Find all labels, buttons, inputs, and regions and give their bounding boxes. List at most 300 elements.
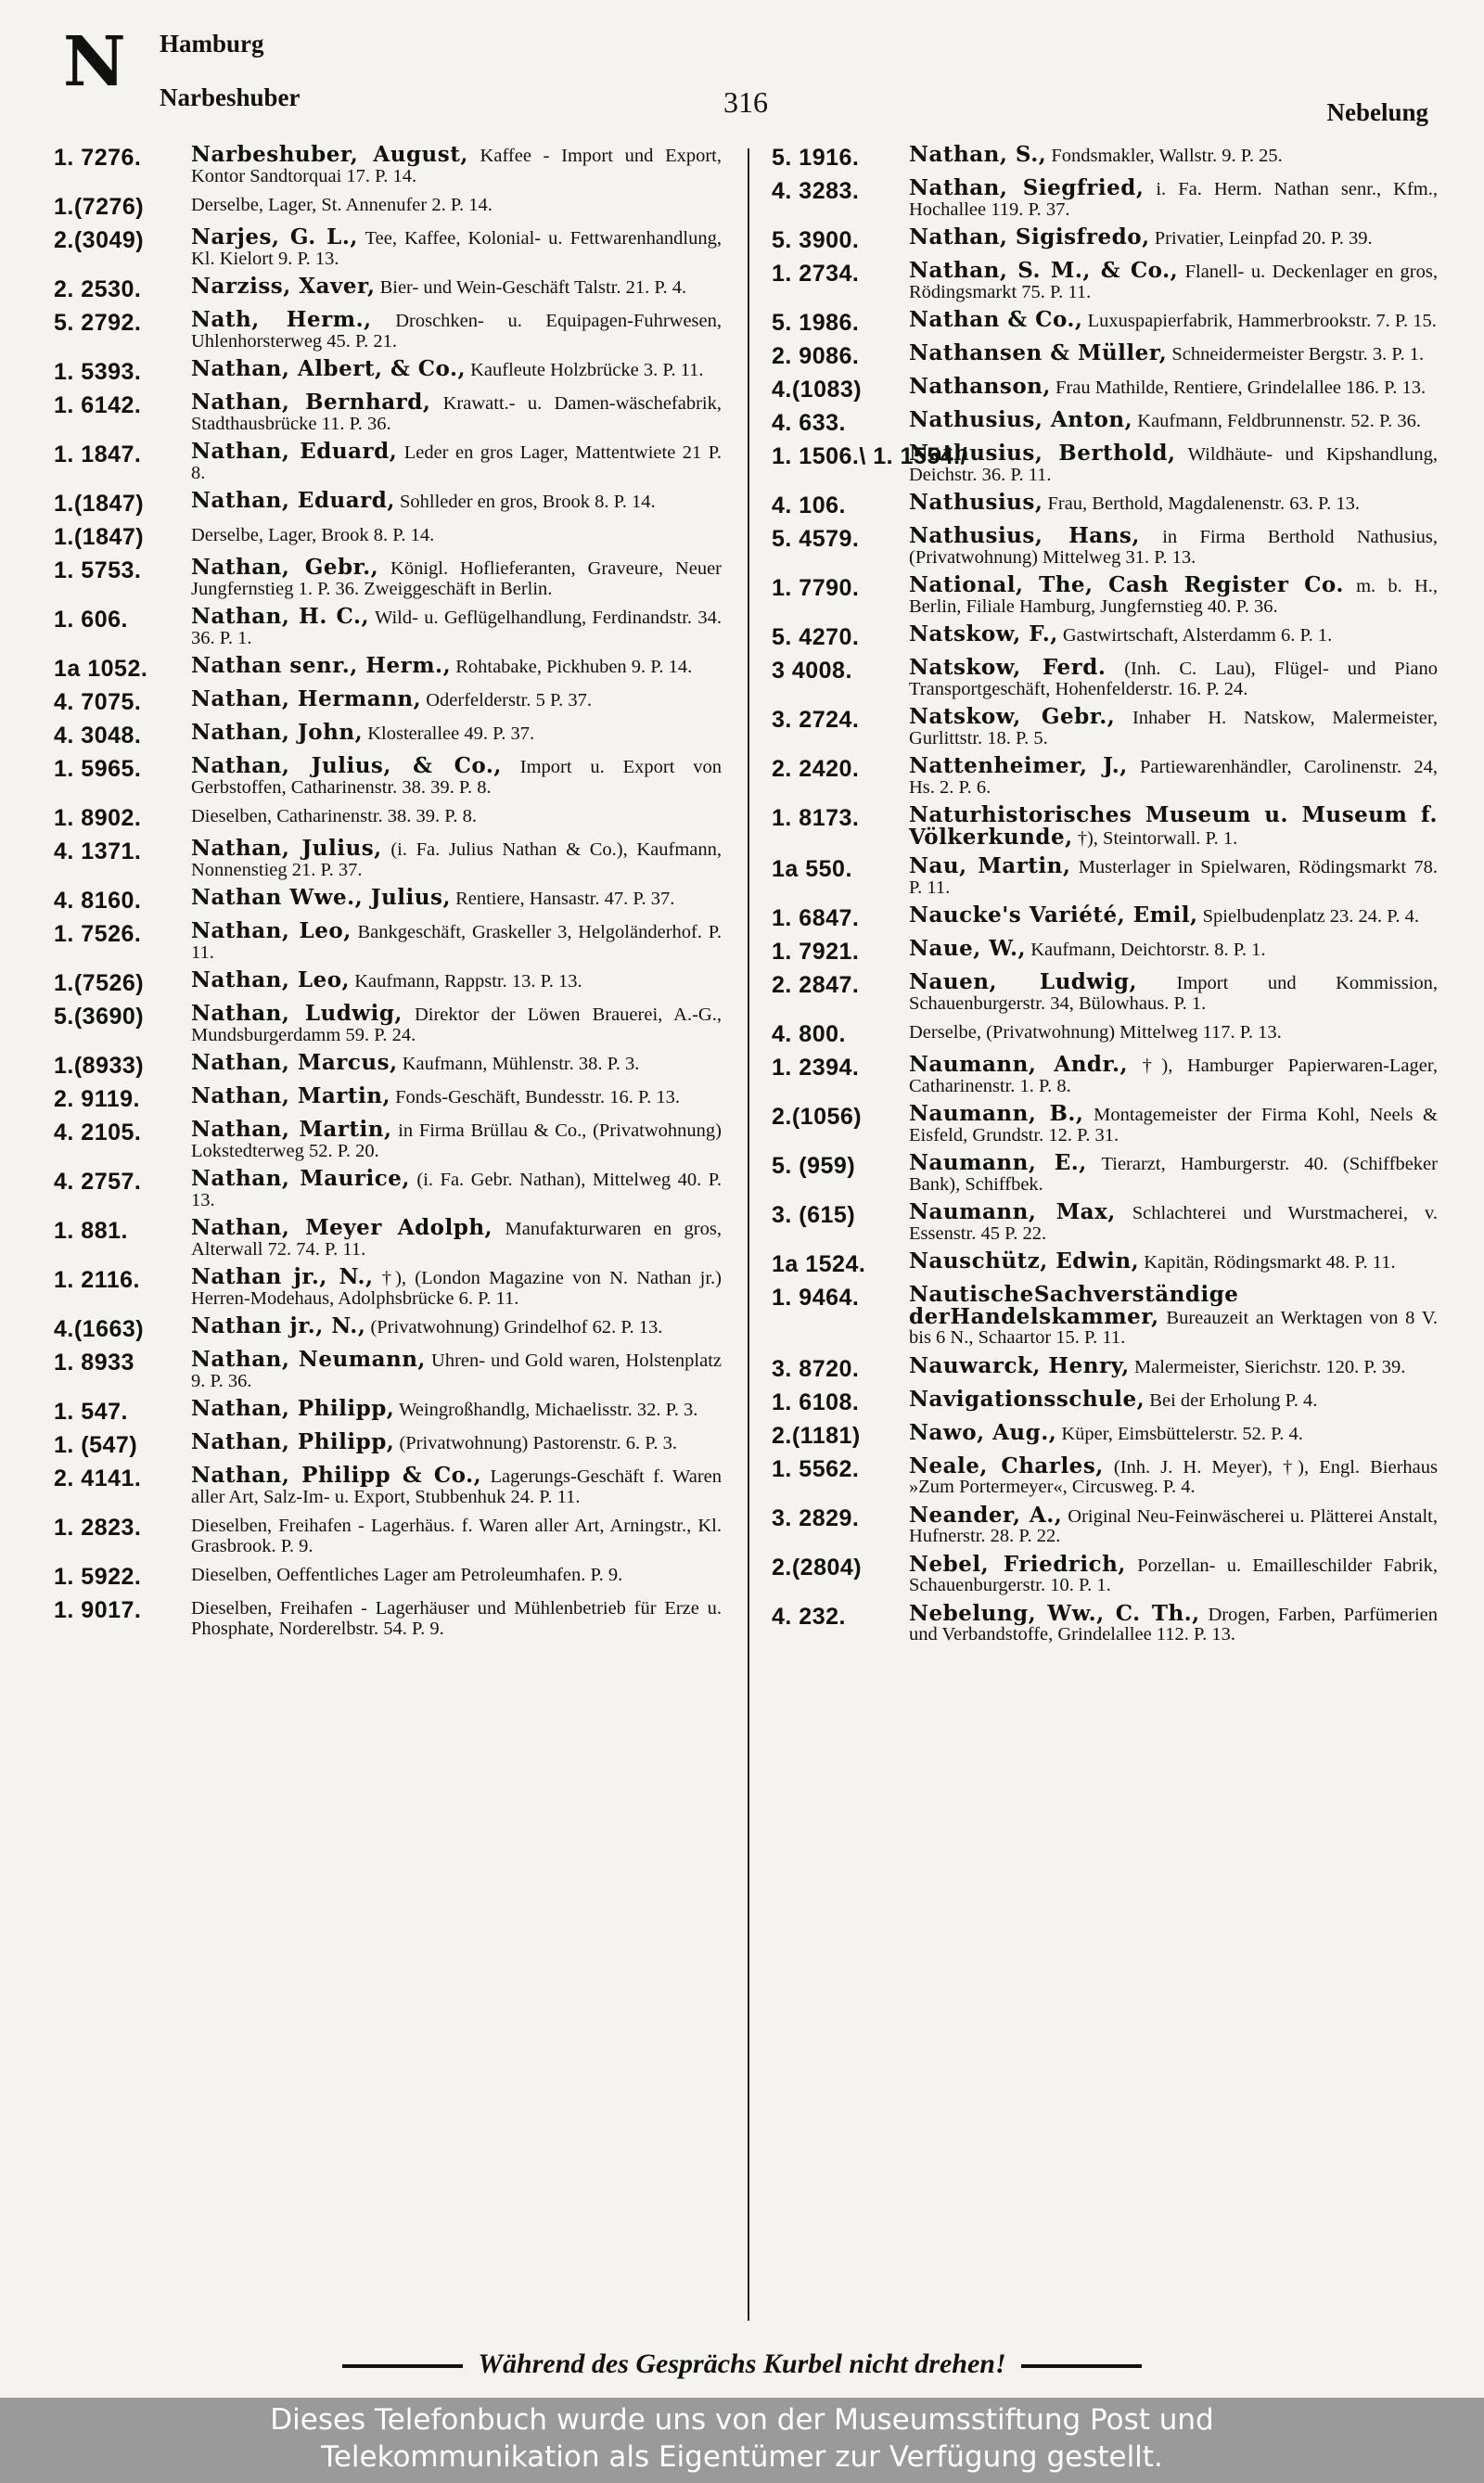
phone-number: 1. 5562. xyxy=(772,1455,860,1482)
listing-text xyxy=(909,1199,1438,1244)
listing-entry xyxy=(54,805,722,831)
listing-text xyxy=(191,1001,722,1045)
listing-details: Kaffee - Import und Export, Kontor Sandtorquai 17. P. 14. xyxy=(191,146,722,186)
listing-entry xyxy=(54,1166,722,1210)
listing-details: Spielbudenplatz 23. 24. P. 4. xyxy=(1197,906,1420,927)
phone-number: 2. 9119. xyxy=(54,1086,140,1112)
listing-name: Nau, Martin, xyxy=(909,853,1071,878)
bottom-notice xyxy=(0,2349,1484,2380)
listing-entry xyxy=(54,1264,722,1309)
listing-name: Nattenheimer, J., xyxy=(909,753,1128,778)
listing-details: Montagemeister der Firma Kohl, Neels & Eisfeld, Grundstr. 12. P. 31. xyxy=(909,1105,1438,1146)
listing-entry xyxy=(772,175,1438,220)
listing-name: Nauen, Ludwig, xyxy=(909,969,1138,994)
listing-name: Naturhistorisches Museum u. Museum f. Völkerkunde, xyxy=(909,802,1438,850)
listing-entry xyxy=(772,704,1439,749)
listing-details: Frau, Berthold, Magdalenenstr. 63. P. 13. xyxy=(1043,493,1360,514)
phone-number: 1. 5753. xyxy=(54,557,142,583)
phone-number: 4. 8160. xyxy=(54,888,142,914)
listing-entry xyxy=(54,1001,722,1045)
phone-number: 1a 1524. xyxy=(772,1251,866,1277)
phone-number: 4. 232. xyxy=(772,1603,846,1630)
phone-number: 1. 5965. xyxy=(54,756,142,782)
listing-entry xyxy=(54,1564,722,1590)
listing-text xyxy=(909,1502,1438,1547)
listing-text xyxy=(191,838,722,880)
phone-number: 4. 7075. xyxy=(54,689,142,715)
listing-text xyxy=(191,1465,722,1507)
listing-text xyxy=(191,1347,723,1391)
bottom-notice-text: Während des Gesprächs Kurbel nicht drehen! xyxy=(478,2349,1006,2379)
listing-text xyxy=(909,340,1438,365)
phone-number: 1a 550. xyxy=(772,856,852,882)
listing-text xyxy=(191,1264,722,1309)
phone-number: 2.(3049) xyxy=(54,227,145,253)
footer-banner xyxy=(0,2398,1484,2483)
right-rule xyxy=(1021,2364,1142,2368)
phone-number: 1.(1847) xyxy=(54,524,145,550)
listing-details: Lagerungs-Geschäft f. Waren aller Art, Salz-Im- u. Export, Stubbenhuk 24. P. 11. xyxy=(191,1466,723,1507)
listing-name: Navigationsschule, xyxy=(909,1386,1145,1412)
listing-name: Nathan, Albert, & Co., xyxy=(191,356,466,381)
listing-text xyxy=(909,407,1438,432)
listing-text xyxy=(909,902,1438,928)
listing-details: Direktor der Löwen Brauerei, A.-G., Mundsburgerdamm 59. P. 24. xyxy=(191,1005,722,1045)
listing-entry xyxy=(54,1347,723,1391)
phone-number: 4.(1083) xyxy=(772,377,863,403)
listing-entry xyxy=(772,142,1438,171)
phone-number: 1.(1847) xyxy=(54,491,145,517)
listing-name: Nathan jr., N., xyxy=(191,1313,366,1338)
listing-entry xyxy=(54,142,722,186)
listing-entry xyxy=(54,1313,722,1342)
listing-details: Gastwirtschaft, Alsterdamm 6. P. 1. xyxy=(1057,625,1333,646)
listing-text xyxy=(191,1050,722,1075)
listing-entry xyxy=(54,838,722,880)
listing-text xyxy=(191,1597,722,1639)
listing-details: Oderfelderstr. 5 P. 37. xyxy=(421,690,592,710)
listing-name: Nathan, Meyer Adolph, xyxy=(191,1215,493,1240)
listing-details: Dieselben, Catharinenstr. 38. 39. P. 8. xyxy=(191,806,478,826)
listing-details: Partiewarenhändler, Carolinenstr. 24, Hs. 2. P. 6. xyxy=(909,757,1438,798)
listing-name: Nathan jr., N., xyxy=(191,1264,374,1289)
listing-entry xyxy=(54,1515,722,1556)
phone-number: 1. 8902. xyxy=(54,805,142,831)
listing-text xyxy=(909,258,1438,302)
phone-number: 1. (547) xyxy=(54,1432,138,1458)
listing-entry xyxy=(54,885,722,914)
listing-details: Import und Kommission, Schauenburgerstr. 34, Bülowhaus. P. 1. xyxy=(909,973,1439,1014)
listing-text xyxy=(191,307,722,352)
listing-details: Fondsmakler, Wallstr. 9. P. 25. xyxy=(1046,146,1283,166)
listing-entry xyxy=(772,572,1439,617)
phone-number: 4. 3283. xyxy=(772,178,860,204)
listing-text xyxy=(909,307,1438,332)
listing-details: Manufakturwaren en gros, Alterwall 72. 74. P. 11. xyxy=(191,1219,722,1260)
listing-text xyxy=(909,1150,1438,1195)
phone-number: 5. 1986. xyxy=(772,310,860,336)
listing-text xyxy=(909,490,1438,515)
phone-number: 2. 4141. xyxy=(54,1465,142,1491)
listing-name: Natskow, Gebr., xyxy=(909,704,1116,729)
listing-name: Naumann, Andr., xyxy=(909,1052,1129,1077)
listing-text xyxy=(909,1282,1438,1349)
listing-details: (Privatwohnung) Grindelhof 62. P. 13. xyxy=(365,1317,663,1337)
phone-number: 1. 9464. xyxy=(772,1285,860,1311)
listing-name: Nathan, H. C., xyxy=(191,604,369,629)
listing-name: Nathan Wwe., Julius, xyxy=(191,885,451,910)
listing-text xyxy=(909,936,1438,961)
column-divider xyxy=(748,148,749,2321)
listing-entry xyxy=(54,439,723,483)
listing-text xyxy=(191,967,722,992)
listing-name: Neander, A., xyxy=(909,1502,1063,1528)
phone-number: 1. 7790. xyxy=(772,575,860,601)
phone-number: 1a 1052. xyxy=(54,656,148,682)
listing-name: Naumann, Max, xyxy=(909,1199,1116,1224)
listing-details: Tierarzt, Hamburgerstr. 40. (Schiffbeker Bank), Schiffbek. xyxy=(909,1154,1438,1195)
phone-number: 1. 2116. xyxy=(54,1267,140,1293)
listing-details: Original Neu-Feinwäscherei u. Plätterei Anstalt, Hufnerstr. 28. P. 22. xyxy=(909,1505,1438,1546)
listing-text xyxy=(909,1453,1438,1498)
listing-entry xyxy=(772,1101,1438,1146)
listing-details: †), Steintorwall. P. 1. xyxy=(1072,827,1238,849)
listing-text xyxy=(909,1600,1438,1645)
phone-number: 1. 6108. xyxy=(772,1389,860,1415)
listing-details: Derselbe, (Privatwohnung) Mittelweg 117. P. 13. xyxy=(909,1022,1282,1043)
phone-number: 2. 2420. xyxy=(772,756,860,782)
listing-details: Schlachterei und Wurstmacherei, v. Essenstr. 45 P. 22. xyxy=(909,1203,1438,1244)
city-heading: Hamburg xyxy=(160,30,264,58)
listing-text xyxy=(191,142,722,186)
listing-entry xyxy=(772,443,1438,485)
listing-entry xyxy=(54,753,722,798)
listing-entry xyxy=(54,1465,722,1507)
listing-entry xyxy=(772,1199,1438,1244)
listing-details: Küper, Eimsbüttelerstr. 52. P. 4. xyxy=(1056,1423,1303,1444)
listing-entry xyxy=(54,1083,722,1112)
listing-entry xyxy=(772,1551,1438,1596)
phone-number: 5.(3690) xyxy=(54,1004,145,1030)
listing-text xyxy=(191,557,722,599)
listing-name: Naumann, B., xyxy=(909,1101,1084,1126)
listing-details: Privatier, Leinpfad 20. P. 39. xyxy=(1149,228,1373,249)
listing-text xyxy=(191,1215,722,1260)
listing-details: Musterlager in Spielwaren, Rödingsmarkt 78. P. 11. xyxy=(909,857,1438,898)
listing-entry xyxy=(772,1052,1438,1096)
listing-entry xyxy=(772,224,1438,253)
listing-name: Nauschütz, Edwin, xyxy=(909,1248,1140,1273)
phone-number: 1. 9017. xyxy=(54,1597,142,1623)
phone-number: 1. 1506.\ 1. 1554./ xyxy=(772,443,968,469)
phone-number: 1. 606. xyxy=(54,607,128,633)
listing-details: Drogen, Farben, Parfümerien und Verbandstoffe, Grindelallee 112. P. 13. xyxy=(909,1604,1438,1645)
phone-number: 1. 881. xyxy=(54,1218,128,1244)
listing-name: Nathan, Julius, xyxy=(191,836,382,861)
phone-number: 2.(2804) xyxy=(772,1554,863,1581)
listing-details: Leder en gros Lager, Mattentwiete 21 P. 8. xyxy=(191,442,723,483)
listing-name: Nathan, S., xyxy=(909,142,1047,167)
listing-entry xyxy=(772,1021,1438,1047)
listing-name: Nathan, Bernhard, xyxy=(191,390,431,415)
listing-text xyxy=(191,885,722,910)
phone-number: 1.(7276) xyxy=(54,194,145,220)
listing-entry xyxy=(54,1396,722,1425)
listing-name: Nathan, Leo, xyxy=(191,918,352,943)
listing-entry xyxy=(54,1215,722,1260)
listing-entry xyxy=(54,653,722,682)
listing-entry xyxy=(772,1453,1438,1498)
listing-entry xyxy=(54,356,722,385)
listing-text xyxy=(909,853,1438,898)
listing-name: Nathansen & Müller, xyxy=(909,340,1168,365)
listing-details: Dieselben, Freihafen - Lagerhäus. f. Waren aller Art, Arningstr., Kl. Grasbrook. P. 9. xyxy=(191,1516,722,1556)
listing-name: Naue, W., xyxy=(909,936,1027,961)
listing-text xyxy=(191,439,723,483)
listing-text xyxy=(191,488,722,513)
listing-details: Uhren- und Gold waren, Holstenplatz 9. P. 36. xyxy=(191,1350,723,1391)
listing-details: (Inh. J. H. Meyer), †), Engl. Bierhaus »Zum Portermeyer«, Circusweg. P. 4. xyxy=(909,1456,1438,1497)
listing-text xyxy=(909,969,1439,1014)
listing-text xyxy=(909,523,1438,568)
listing-details: †), (London Magazine von N. Nathan jr.) Herren-Modehaus, Adolphsbrücke 6. P. 11. xyxy=(191,1268,722,1309)
listing-details: Wild- u. Geflügelhandlung, Ferdinandstr. 34. 36. P. 1. xyxy=(191,608,722,648)
listing-name: Nebelung, Ww., C. Th., xyxy=(909,1600,1200,1626)
listing-text xyxy=(191,1429,722,1454)
listing-details: in Firma Brüllau & Co., (Privatwohnung) Lokstedterweg 52. P. 20. xyxy=(191,1120,722,1161)
listing-text xyxy=(909,142,1438,167)
listing-entry xyxy=(54,1050,722,1079)
listing-entry xyxy=(54,604,722,648)
listing-details: Derselbe, Lager, Brook 8. P. 14. xyxy=(191,525,435,545)
listing-entry xyxy=(772,753,1438,798)
listing-entry xyxy=(54,967,722,996)
listing-details: Rentiere, Hansastr. 47. P. 37. xyxy=(450,889,675,909)
phone-number: 1. 5922. xyxy=(54,1564,142,1590)
listing-text xyxy=(191,194,722,216)
listing-entry xyxy=(54,1117,722,1161)
listing-details: i. Fa. Herm. Nathan senr., Kfm., Hochallee 119. P. 37. xyxy=(909,179,1438,220)
listing-name: Nathan, Sigisfredo, xyxy=(909,224,1150,250)
listing-details: Kaufmann, Rappstr. 13. P. 13. xyxy=(350,971,582,992)
listing-name: Nathan, S. M., & Co., xyxy=(909,258,1179,283)
listing-text xyxy=(909,1551,1438,1596)
listing-text xyxy=(191,1396,722,1421)
listing-details: Klosterallee 49. P. 37. xyxy=(363,723,535,744)
listing-text xyxy=(191,653,722,678)
listing-details: Porzellan- u. Emailleschilder Fabrik, Schauenburgerstr. 10. P. 1. xyxy=(909,1555,1438,1595)
listing-entry xyxy=(772,307,1438,336)
phone-number: 2. 2847. xyxy=(772,972,860,998)
phone-number: 1. 2394. xyxy=(772,1055,860,1081)
listing-name: Nauwarck, Henry, xyxy=(909,1352,1130,1378)
listing-text xyxy=(191,1083,722,1108)
listing-text xyxy=(191,224,722,269)
listing-text xyxy=(191,686,722,711)
listing-text xyxy=(191,1515,722,1556)
listing-details: Dieselben, Oeffentliches Lager am Petroleumhafen. P. 9. xyxy=(191,1565,623,1585)
phone-number: 4. 633. xyxy=(772,410,846,436)
listing-details: Inhaber H. Natskow, Malermeister, Gurlittstr. 18. P. 5. xyxy=(909,708,1439,749)
phone-number: 1. 5393. xyxy=(54,359,142,385)
listing-details: Malermeister, Sierichstr. 120. P. 39. xyxy=(1129,1356,1406,1377)
listing-name: Nathan, Eduard, xyxy=(191,439,398,464)
listing-details: Schneidermeister Bergstr. 3. P. 1. xyxy=(1167,344,1425,365)
listing-text xyxy=(909,1386,1438,1412)
phone-number: 2. 2530. xyxy=(54,276,142,302)
listing-entry xyxy=(772,258,1438,302)
listing-details: (Privatwohnung) Pastorenstr. 6. P. 3. xyxy=(394,1433,677,1453)
page-number: 316 xyxy=(723,85,768,119)
listing-name: Nathan, Ludwig, xyxy=(191,1001,403,1026)
phone-number: 1. 2823. xyxy=(54,1515,142,1541)
listing-details: Tee, Kaffee, Kolonial- u. Fettwarenhandlung, Kl. Kielort 9. P. 13. xyxy=(191,228,722,269)
footer-line-1: Dieses Telefonbuch wurde uns von der Museumsstiftung Post und xyxy=(270,2403,1214,2437)
listing-name: Nath, Herm., xyxy=(191,307,372,332)
listing-entry xyxy=(772,340,1438,369)
listing-details: Rohtabake, Pickhuben 9. P. 14. xyxy=(451,657,693,677)
listing-text xyxy=(909,443,1438,485)
listing-entry xyxy=(54,720,722,749)
listing-entry xyxy=(772,490,1438,518)
phone-number: 1.(8933) xyxy=(54,1053,145,1079)
left-rule xyxy=(342,2364,463,2368)
listing-text xyxy=(191,276,722,299)
listing-name: Nathan, Philipp, xyxy=(191,1429,395,1454)
left-guide-word: Narbeshuber xyxy=(160,83,301,111)
listing-name: Nathanson, xyxy=(909,374,1051,399)
phone-number: 3. 2724. xyxy=(772,707,860,733)
listing-text xyxy=(909,1248,1438,1273)
listing-details: Krawatt.- u. Damen-wäschefabrik, Stadthausbrücke 11. P. 36. xyxy=(191,393,722,434)
listing-name: Nathan, Martin, xyxy=(191,1117,392,1142)
listing-details: in Firma Berthold Nathusius, (Privatwohnung) Mittelweg 31. P. 13. xyxy=(909,527,1438,568)
listing-entry xyxy=(54,392,722,434)
listing-entry xyxy=(772,655,1438,699)
phone-number: 3. (615) xyxy=(772,1202,856,1228)
listing-details: †), Hamburger Papierwaren-Lager, Catharinenstr. 1. P. 8. xyxy=(909,1056,1438,1096)
listing-entry xyxy=(772,1248,1438,1277)
listing-name: Nathan, Philipp & Co., xyxy=(191,1463,482,1488)
listing-details: Königl. Hoflieferanten, Graveure, Neuer Jungfernstieg 1. P. 36. Zweiggeschäft in Berlin. xyxy=(191,558,723,599)
phone-number: 3. 8720. xyxy=(772,1355,860,1382)
listing-details: Fonds-Geschäft, Bundesstr. 16. P. 13. xyxy=(390,1087,681,1107)
listing-details: Frau Mathilde, Rentiere, Grindelallee 186. P. 13. xyxy=(1050,378,1426,398)
listing-entry xyxy=(54,1429,722,1458)
phone-number: 4. 800. xyxy=(772,1021,846,1047)
listing-name: Nathan, Eduard, xyxy=(191,488,395,513)
listing-text xyxy=(909,1419,1438,1445)
listing-text xyxy=(191,753,722,798)
listing-text xyxy=(191,1166,722,1210)
listing-name: Narjes, G. L., xyxy=(191,224,358,250)
phone-number: 1. 8933 xyxy=(54,1350,134,1376)
listing-details: Bei der Erholung P. 4. xyxy=(1145,1389,1318,1411)
listing-name: Natskow, F., xyxy=(909,621,1058,646)
listing-name: Nathan senr., Herm., xyxy=(191,653,452,678)
listing-entry xyxy=(54,307,722,352)
listing-entry xyxy=(772,1352,1438,1382)
listing-entry xyxy=(772,621,1438,650)
listing-text xyxy=(191,524,722,546)
listing-text xyxy=(909,1101,1438,1146)
listing-entry xyxy=(772,802,1438,850)
listing-details: Luxuspapierfabrik, Hammerbrookstr. 7. P. 15. xyxy=(1082,311,1437,331)
phone-number: 1.(7526) xyxy=(54,970,145,996)
phone-number: 2.(1056) xyxy=(772,1104,863,1130)
phone-number: 5. (959) xyxy=(772,1153,856,1179)
listing-text xyxy=(191,1564,722,1586)
phone-number: 2.(1181) xyxy=(772,1422,861,1449)
listing-name: Nathusius, Anton, xyxy=(909,407,1133,432)
listing-name: Nawo, Aug., xyxy=(909,1419,1057,1445)
listing-entry xyxy=(772,523,1438,568)
listing-text xyxy=(191,356,722,381)
listing-name: NautischeSachverständige derHandelskammer, xyxy=(909,1282,1239,1329)
phone-number: 5. 2792. xyxy=(54,310,142,336)
listing-name: Nathan, Gebr., xyxy=(191,555,379,580)
listing-name: Narbeshuber, August, xyxy=(191,142,468,167)
right-column xyxy=(772,142,1439,1653)
listing-name: Neale, Charles, xyxy=(909,1453,1104,1478)
listing-name: Natskow, Ferd. xyxy=(909,655,1107,680)
listing-details: Kaufmann, Feldbrunnenstr. 52. P. 36. xyxy=(1132,411,1422,431)
listing-name: Narziss, Xaver, xyxy=(191,274,376,299)
listing-details: Import u. Export von Gerbstoffen, Catharinenstr. 38. 39. P. 8. xyxy=(191,757,722,798)
phone-number: 1. 547. xyxy=(54,1399,128,1425)
listing-entry xyxy=(772,374,1438,403)
phone-number: 4. 2757. xyxy=(54,1169,142,1195)
phone-number: 5. 3900. xyxy=(772,227,860,253)
listing-text xyxy=(909,224,1438,250)
phone-number: 4. 2105. xyxy=(54,1120,142,1146)
listing-name: Nathan, Marcus, xyxy=(191,1050,398,1075)
listing-details: Kapitän, Rödingsmarkt 48. P. 11. xyxy=(1139,1252,1396,1273)
listing-name: Nathusius, Berthold, xyxy=(909,441,1176,466)
listing-text xyxy=(191,1313,722,1338)
phone-number: 1. 7526. xyxy=(54,921,142,947)
phone-number: 3. 2829. xyxy=(772,1504,860,1531)
listing-text xyxy=(909,655,1438,699)
listing-details: Bankgeschäft, Graskeller 3, Helgoländerhof. P. 11. xyxy=(191,922,723,963)
listing-name: Nathusius, xyxy=(909,490,1043,515)
listing-details: (Inh. C. Lau), Flügel- und Piano Transportgeschäft, Hohenfelderstr. 16. P. 24. xyxy=(909,659,1438,699)
listing-details: Kaufmann, Mühlenstr. 38. P. 3. xyxy=(397,1054,640,1074)
listing-name: Nebel, Friedrich, xyxy=(909,1551,1126,1577)
listing-entry xyxy=(54,524,722,550)
listing-details: Bureauzeit an Werktagen von 8 V. bis 6 N., Schaartor 15. P. 11. xyxy=(909,1307,1438,1348)
listing-entry xyxy=(54,276,722,302)
phone-number: 1. 6142. xyxy=(54,392,142,418)
listing-details: Dieselben, Freihafen - Lagerhäuser und Mühlenbetrieb für Erze u. Phosphate, Norderelbstr. 54. P. 9. xyxy=(191,1598,722,1639)
phone-number: 5. 1916. xyxy=(772,145,860,171)
listing-entry xyxy=(772,1600,1438,1645)
listing-details: Wildhäute- und Kipshandlung, Deichstr. 36. P. 11. xyxy=(909,444,1438,485)
listing-details: Sohlleder en gros, Brook 8. P. 14. xyxy=(394,492,656,512)
listing-text xyxy=(191,392,722,434)
section-letter: N xyxy=(63,22,126,102)
listing-details: (i. Fa. Gebr. Nathan), Mittelweg 40. P. 13. xyxy=(191,1170,722,1210)
listing-name: Nathusius, Hans, xyxy=(909,523,1140,548)
listing-text xyxy=(191,805,722,827)
listing-entry xyxy=(772,902,1438,931)
listing-details: Droschken- u. Equipagen-Fuhrwesen, Uhlenhorsterweg 45. P. 21. xyxy=(191,311,722,352)
listing-name: National, The, Cash Register Co. xyxy=(909,572,1344,597)
listing-details: Flanell- u. Deckenlager en gros, Rödingsmarkt 75. P. 11. xyxy=(909,262,1438,302)
phone-number: 4. 3048. xyxy=(54,723,142,749)
phone-number: 1. 8173. xyxy=(772,805,860,831)
listing-details: (i. Fa. Julius Nathan & Co.), Kaufmann, Nonnenstieg 21. P. 37. xyxy=(191,839,723,880)
